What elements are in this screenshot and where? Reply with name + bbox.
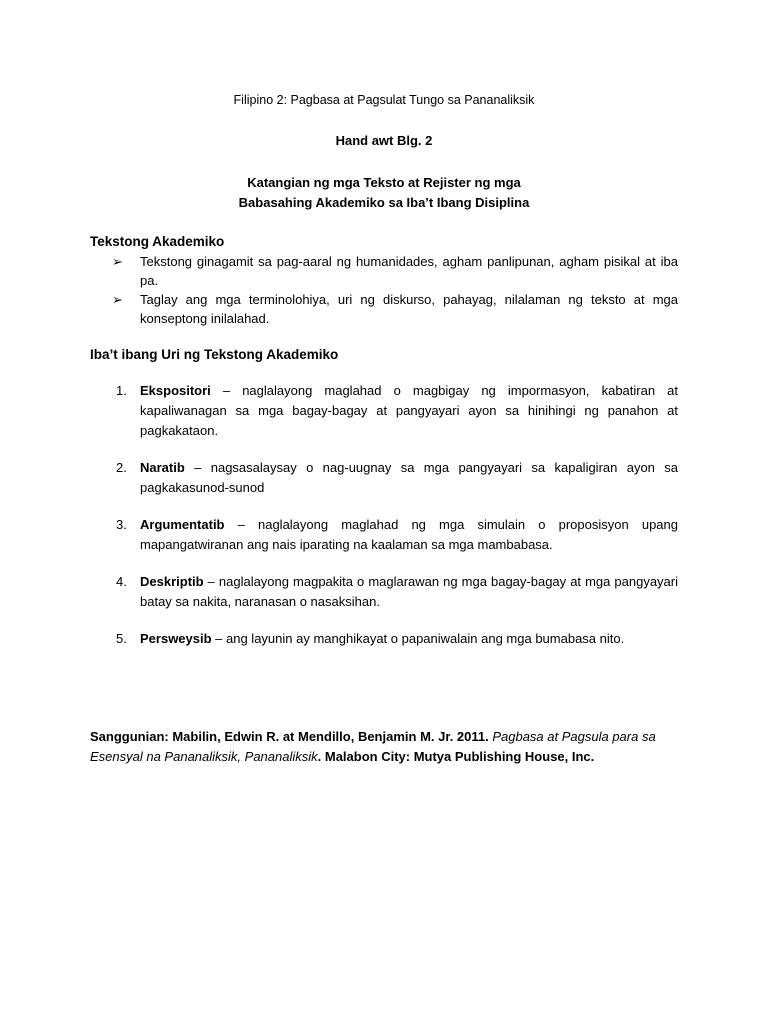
- item-number: 4.: [116, 574, 127, 589]
- arrow-bullet-icon: ➢: [112, 292, 123, 307]
- item-description: – naglalayong magpakita o maglarawan ng mga bagay-bagay at mga pangyayari batay sa nakita, naranasan o nasaksihan.: [140, 574, 678, 609]
- bullet-list: [108, 252, 678, 328]
- course-title: Filipino 2: Pagbasa at Pagsulat Tungo sa Pananaliksik: [233, 93, 535, 107]
- item-term: Deskriptib: [140, 574, 204, 589]
- arrow-bullet-icon: ➢: [112, 254, 123, 269]
- list-item: [116, 572, 678, 612]
- bullet-text: Taglay ang mga terminolohiya, uri ng diskurso, pahayag, nilalaman ng teksto at mga konseptong inilalahad.: [140, 292, 678, 326]
- list-item: [116, 458, 678, 498]
- topic-line-2: Babasahing Akademiko sa Iba’t Ibang Disiplina: [238, 195, 530, 210]
- reference-citation: [90, 727, 678, 767]
- item-term: Persweysib: [140, 631, 212, 646]
- numbered-list: [116, 381, 678, 666]
- item-term: Naratib: [140, 460, 185, 475]
- list-item: [116, 381, 678, 441]
- topic-line-1: Katangian ng mga Teksto at Rejister ng mga: [247, 175, 521, 190]
- item-description: – ang layunin ay manghikayat o papaniwalain ang mga bumabasa nito.: [211, 631, 625, 646]
- reference-title: Pagbasa at Pagsula para sa Esensyal na Pananaliksik, Pananaliksik: [90, 729, 656, 764]
- list-item: [116, 515, 678, 555]
- item-description: – naglalayong maglahad ng mga simulain o proposisyon upang mapangatwiranan ang nais iparating na kaalaman sa mga mambabasa.: [140, 517, 678, 552]
- list-item: [108, 252, 678, 290]
- item-term: Argumentatib: [140, 517, 225, 532]
- reference-publisher: . Malabon City: Mutya Publishing House, Inc.: [317, 749, 595, 764]
- item-term: Ekspositori: [140, 383, 211, 398]
- item-description: – naglalayong maglahad o magbigay ng impormasyon, kabatiran at kapaliwanagan sa mga bagay-bagay at pangyayari ayon sa hinihingi ng panahon at pagkakataon.: [140, 383, 678, 438]
- item-number: 5.: [116, 631, 127, 646]
- handout-number: Hand awt Blg. 2: [335, 133, 433, 148]
- item-number: 3.: [116, 517, 127, 532]
- section-heading-tekstong-akademiko: Tekstong Akademiko: [90, 234, 225, 249]
- bullet-text: Tekstong ginagamit sa pag-aaral ng humanidades, agham panlipunan, agham pisikal at iba pa.: [140, 254, 678, 288]
- section-heading-uri: Iba’t ibang Uri ng Tekstong Akademiko: [90, 347, 339, 362]
- topic-title: [90, 173, 678, 213]
- reference-label: Sanggunian: Mabilin, Edwin R. at Mendillo, Benjamin M. Jr. 2011.: [90, 729, 493, 744]
- item-number: 1.: [116, 383, 127, 398]
- item-description: – nagsasalaysay o nag-uugnay sa mga pangyayari sa kapaligiran ayon sa pagkakasunod-sunod: [140, 460, 678, 495]
- list-item: [116, 629, 678, 649]
- list-item: [108, 290, 678, 328]
- item-number: 2.: [116, 460, 127, 475]
